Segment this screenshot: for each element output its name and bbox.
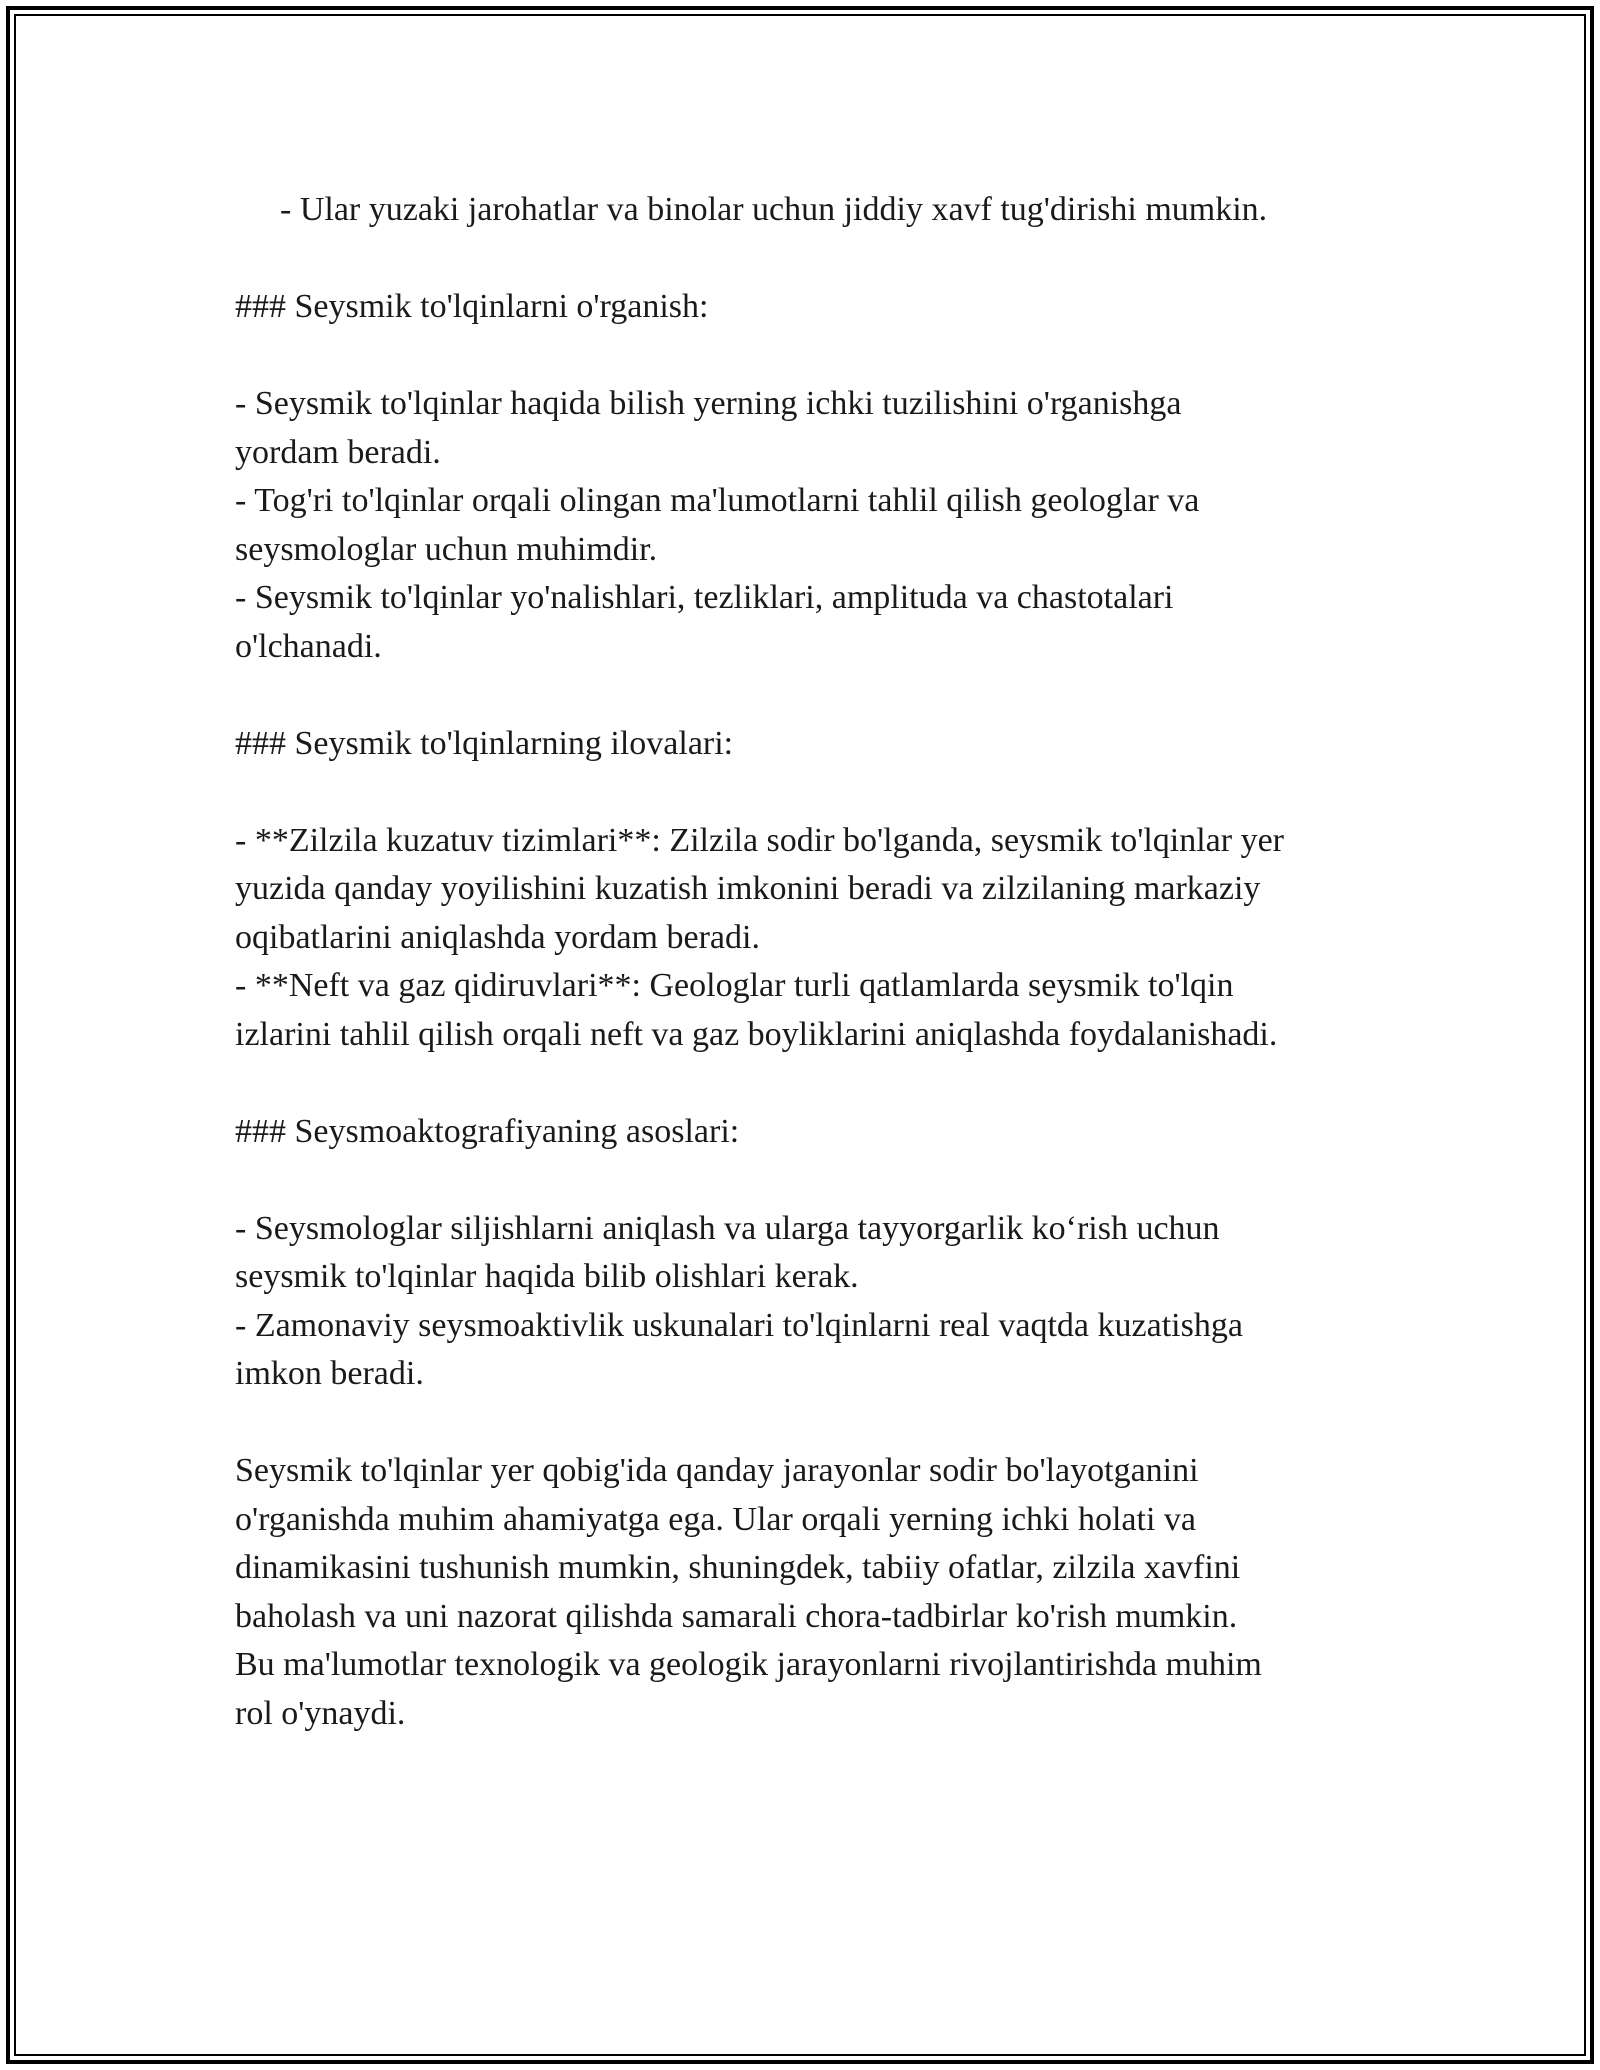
bullet-line: - Seysmik to'lqinlar yo'nalishlari, tezliklari, amplituda va chastotalari <box>235 579 1174 616</box>
text-line: izlarini tahlil qilish orqali neft va gaz boyliklarini aniqlashda foydalanishadi. <box>235 1015 1278 1053</box>
document-body <box>235 186 1395 1738</box>
text-line: imkon beradi. <box>235 1355 424 1392</box>
bullet-line: - **Neft va gaz qidiruvlari**: Geologlar turli qatlamlarda seysmik to'lqin <box>235 967 1234 1004</box>
text-line: seysmologlar uchun muhimdir. <box>235 530 658 568</box>
bullet-line: - Seysmologlar siljishlarni aniqlash va ularga tayyorgarlik ko‘rish uchun <box>235 1209 1220 1247</box>
section-heading: ### Seysmik to'lqinlarni o'rganish: <box>235 288 709 325</box>
blank-line <box>235 235 1395 284</box>
paragraph-line: baholash va uni nazorat qilishda samarali chora-tadbirlar ko'rish mumkin. <box>235 1597 1238 1635</box>
text-line: o'lchanadi. <box>235 627 382 665</box>
bullet-line: - Tog'ri to'lqinlar orqali olingan ma'lumotlarni tahlil qilish geologlar va <box>235 482 1200 519</box>
bullet-line: - Zamonaviy seysmoaktivlik uskunalari to'lqinlarni real vaqtda kuzatishga <box>235 1306 1243 1344</box>
text-line: yordam beradi. <box>235 433 441 471</box>
section-heading: ### Seysmik to'lqinlarning ilovalari: <box>235 724 734 762</box>
paragraph-line: rol o'ynaydi. <box>235 1694 406 1732</box>
text-line: oqibatlarini aniqlashda yordam beradi. <box>235 918 760 956</box>
paragraph-line: dinamikasini tushunish mumkin, shuningdek, tabiiy ofatlar, zilzila xavfini <box>235 1549 1241 1586</box>
paragraph-line: Seysmik to'lqinlar yer qobig'ida qanday jarayonlar sodir bo'layotganini <box>235 1452 1199 1489</box>
paragraph-line: o'rganishda muhim ahamiyatga ega. Ular orqali yerning ichki holati va <box>235 1500 1196 1538</box>
text-line: yuzida qanday yoyilishini kuzatish imkonini beradi va zilzilaning markaziy <box>235 870 1261 907</box>
blank-line <box>235 671 1395 720</box>
bullet-line: - Seysmik to'lqinlar haqida bilish yerning ichki tuzilishini o'rganishga <box>235 385 1182 422</box>
paragraph-line: Bu ma'lumotlar texnologik va geologik jarayonlarni rivojlantirishda muhim <box>235 1646 1262 1683</box>
blank-line <box>235 768 1395 817</box>
bullet-line: - Ular yuzaki jarohatlar va binolar uchun jiddiy xavf tug'dirishi mumkin. <box>280 191 1268 228</box>
blank-line <box>235 1399 1395 1448</box>
text-line: seysmik to'lqinlar haqida bilib olishlari kerak. <box>235 1258 859 1295</box>
blank-line <box>235 332 1395 381</box>
bullet-line: - **Zilzila kuzatuv tizimlari**: Zilzila sodir bo'lganda, seysmik to'lqinlar yer <box>235 821 1284 859</box>
blank-line <box>235 1156 1395 1205</box>
blank-line <box>235 1059 1395 1108</box>
section-heading: ### Seysmoaktografiyaning asoslari: <box>235 1112 740 1150</box>
